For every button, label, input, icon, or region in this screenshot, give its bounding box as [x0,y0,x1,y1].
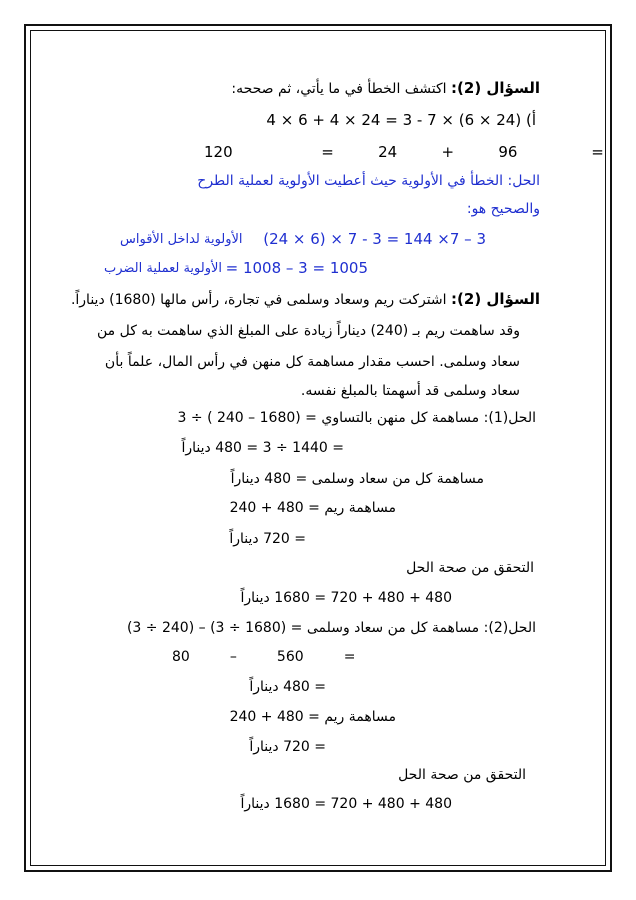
solution-2a-check-label: التحقق من صحة الحل [406,560,534,576]
solution-2b-line-1: الحل(2): مساهمة كل من سعاد وسلمى = (1680 ÷ 3) – (240 ÷ 3) [126,620,536,636]
solution-2a-check-equation: 480 + 480 + 720 = 1680 ديناراً [240,590,452,606]
solution-2b-check-label: التحقق من صحة الحل [398,767,526,783]
solution-1-note-1: الأولوية لداخل الأقواس [120,232,243,247]
solution-2a-line-5: = 720 ديناراً [229,531,306,547]
solution-1-equation-1: (24 × 6) × 7 - 3 = 144 ×7 – 3 [263,230,486,248]
question-2-label: السؤال (2): [451,290,540,308]
question-1-header [231,79,540,98]
solution-1-note-2: الأولوية لعملية الضرب [104,261,223,276]
solution-1-line-1: الحل: الخطأ في الأولوية حيث أعطيت الأولوية لعملية الطرح [197,173,540,189]
question-2-text-1: اشتركت ريم وسعاد وسلمى في تجارة، رأس مالها (1680) ديناراً. [70,292,447,308]
solution-2b-line-2-text: 80 – 560 = [172,649,356,665]
solution-2b-line-2 [172,648,355,666]
question-1-label: السؤال (2): [451,79,540,97]
question-1-step-text: 120 = 24 + 96 = [204,143,604,161]
question-1-prompt: اكتشف الخطأ في ما يأتي، ثم صححه: [231,81,447,97]
question-2-text-3: سعاد وسلمى. احسب مقدار مساهمة كل منهن في رأس المال، علماً بأن [104,354,520,370]
solution-2b-check-equation: 480 + 480 + 720 = 1680 ديناراً [240,796,452,812]
solution-2a-line-2: = 1440 ÷ 3 = 480 ديناراً [181,440,344,456]
solution-2a-line-3: مساهمة كل من سعاد وسلمى = 480 ديناراً [230,471,484,487]
solution-2b-line-4: مساهمة ريم = 480 + 240 [229,709,396,725]
solution-2b-line-3: = 480 ديناراً [249,679,326,695]
question-2-text-2: وقد ساهمت ريم بـ (240) ديناراً زيادة على المبلغ الذي ساهمت به كل من [96,323,520,339]
question-1-item: أ) (24 × 6) × 7 - 3 = 24 × 4 + 6 × 4 [266,111,536,129]
solution-2b-line-5: = 720 ديناراً [249,739,326,755]
solution-2a-line-1: الحل(1): مساهمة كل منهن بالتساوي = (1680 – 240 ) ÷ 3 [177,410,536,426]
question-2-header [71,290,540,309]
question-1-step [204,143,604,161]
solution-1-equation-2: = 1008 – 3 = 1005 [225,259,368,277]
solution-2a-line-4: مساهمة ريم = 480 + 240 [229,500,396,516]
solution-1-line-2: والصحيح هو: [466,201,540,217]
question-2-text-4: سعاد وسلمى قد أسهمتا بالمبلغ نفسه. [300,383,520,399]
